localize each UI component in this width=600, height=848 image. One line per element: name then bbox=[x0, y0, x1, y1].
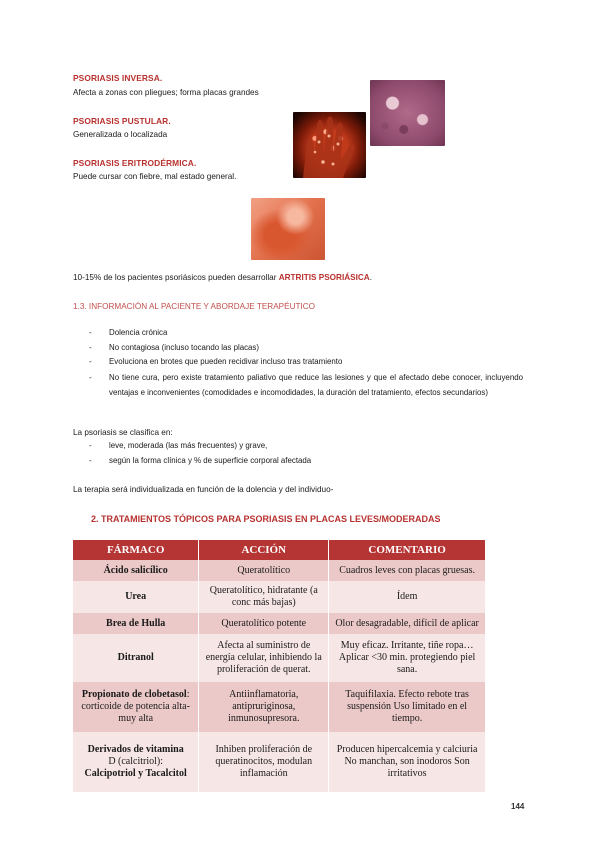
cell-farmaco bbox=[73, 682, 199, 732]
table-row bbox=[73, 560, 486, 581]
farmaco-rest: : corticoide de potencia alta-muy alta bbox=[81, 689, 190, 724]
cell-farmaco: Urea bbox=[73, 581, 199, 613]
cell-farmaco: Ácido salicílico bbox=[73, 560, 199, 581]
cell-comentario: Cuadros leves con placas gruesas. bbox=[329, 560, 486, 581]
therapy-note: La terapia será individualizada en función de la dolencia y del individuo- bbox=[73, 485, 334, 494]
artritis-line bbox=[73, 273, 372, 282]
list-item bbox=[89, 326, 523, 341]
section-text-pustular: Generalizada o localizada bbox=[73, 130, 168, 139]
header-accion: ACCIÓN bbox=[199, 540, 329, 560]
table-row bbox=[73, 682, 486, 732]
bullet-dash: - bbox=[89, 357, 92, 366]
list-item bbox=[89, 355, 523, 370]
list-item-text: leve, moderada (las más frecuentes) y grave, bbox=[109, 441, 268, 450]
farmaco-bold: Propionato de clobetasol bbox=[81, 689, 187, 700]
section-text-eritrodermica: Puede cursar con fiebre, mal estado general. bbox=[73, 172, 237, 181]
list-item bbox=[89, 370, 523, 401]
list-item-text: No tiene cura, pero existe tratamiento paliativo que reduce las lesiones y que el afectado debe conocer, incluyendo ventajas e inconvenientes (comodidades e incomodidades, la duración del tratamiento, efectos secundarios) bbox=[109, 372, 523, 397]
classification-intro: La psoriasis se clasifica en: bbox=[73, 428, 173, 437]
bullet-dash: - bbox=[89, 455, 92, 465]
list-item-text: Dolencia crónica bbox=[109, 328, 168, 337]
psoriasis-eritrodermica-photo bbox=[251, 198, 325, 260]
table-row bbox=[73, 581, 486, 613]
list-item-text: Evoluciona en brotes que pueden recidivar incluso tras tratamiento bbox=[109, 357, 343, 366]
hand-illustration bbox=[293, 112, 366, 178]
cell-farmaco: Brea de Hulla bbox=[73, 613, 199, 634]
list-item bbox=[89, 439, 509, 454]
bullet-dash: - bbox=[89, 441, 92, 450]
psoriasis-inversa-photo bbox=[370, 80, 445, 146]
farmaco-line1: Derivados de vitamina bbox=[87, 744, 184, 755]
cell-accion: Inhiben proliferación de queratinocitos, modulan inflamación bbox=[199, 732, 329, 792]
cell-accion: Queratolítico, hidratante (a conc más bajas) bbox=[199, 581, 329, 613]
treatments-table bbox=[73, 540, 486, 792]
table-row bbox=[73, 634, 486, 682]
page-number: 144 bbox=[511, 802, 525, 811]
section-title-inversa: PSORIASIS INVERSA. bbox=[73, 73, 163, 83]
info-heading: 1.3. INFORMACIÓN AL PACIENTE Y ABORDAJE TERAPÉUTICO bbox=[73, 302, 316, 311]
section-title-pustular: PSORIASIS PUSTULAR. bbox=[73, 116, 171, 126]
table-header-row bbox=[73, 540, 486, 560]
cell-accion: Queratolítico potente bbox=[199, 613, 329, 634]
cell-comentario: Producen hipercalcemia y calciuria No manchan, son inodoros Son irritativos bbox=[329, 732, 486, 792]
list-item bbox=[89, 341, 523, 356]
header-comentario: COMENTARIO bbox=[329, 540, 486, 560]
farmaco-line2: D (calcitriol): bbox=[108, 756, 164, 767]
cell-accion: Queratolítico bbox=[199, 560, 329, 581]
list-item-text: No contagiosa (incluso tocando las placas) bbox=[109, 342, 260, 352]
classification-bullet-list bbox=[89, 439, 509, 468]
cell-comentario: Olor desagradable, difícil de aplicar bbox=[329, 613, 486, 634]
bullet-dash: - bbox=[89, 342, 92, 352]
bullet-dash: - bbox=[89, 328, 92, 337]
table-row bbox=[73, 732, 486, 792]
list-item bbox=[89, 454, 509, 469]
cell-comentario: Ídem bbox=[329, 581, 486, 613]
cell-comentario: Taquifilaxia. Efecto rebote tras suspensión Uso limitado en el tiempo. bbox=[329, 682, 486, 732]
cell-comentario: Muy eficaz. Irritante, tiñe ropa… Aplicar <30 min. protegiendo piel sana. bbox=[329, 634, 486, 682]
cell-accion: Afecta al suministro de energía celular, inhibiendo la proliferación de querat. bbox=[199, 634, 329, 682]
section-title-eritrodermica: PSORIASIS ERITRODÉRMICA. bbox=[73, 158, 197, 168]
psoriasis-pustular-hand-photo bbox=[293, 112, 366, 178]
cell-farmaco: Ditranol bbox=[73, 634, 199, 682]
bullet-dash: - bbox=[89, 372, 92, 382]
artritis-highlight: ARTRITIS PSORIÁSICA bbox=[278, 273, 370, 282]
info-bullet-list bbox=[89, 326, 523, 401]
artritis-prefix: 10-15% de los pacientes psoriásicos pueden desarrollar bbox=[73, 273, 279, 282]
table-row bbox=[73, 613, 486, 634]
cell-accion: Antiinflamatoria, antipruriginosa, inmunosupresora. bbox=[199, 682, 329, 732]
section-text-inversa: Afecta a zonas con pliegues; forma placas grandes bbox=[73, 88, 259, 97]
list-item-text: según la forma clínica y % de superficie corporal afectada bbox=[109, 455, 312, 465]
header-farmaco: FÁRMACO bbox=[73, 540, 199, 560]
cell-farmaco bbox=[73, 732, 199, 792]
artritis-suffix: . bbox=[369, 273, 372, 282]
section2-heading: 2. TRATAMIENTOS TÓPICOS PARA PSORIASIS EN PLACAS LEVES/MODERADAS bbox=[91, 514, 441, 524]
farmaco-line3: Calcipotriol y Tacalcitol bbox=[84, 768, 187, 779]
